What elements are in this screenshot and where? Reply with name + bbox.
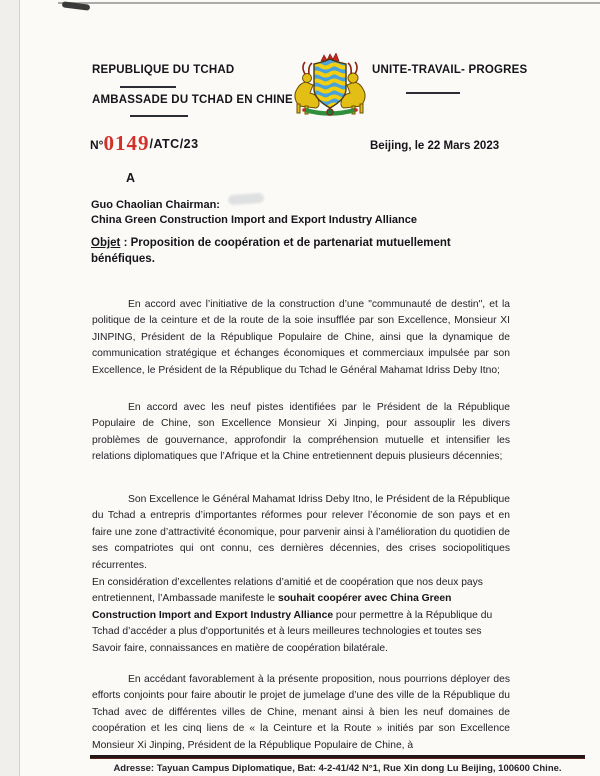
recipient-salutation: A [126,171,136,185]
recipient-block [91,198,521,228]
body-paragraph-2: En accord avec les neuf pistes identifiées par le Président de la République Populaire de Chine, son Excellence Monsieur Xi Jinping, pour assouplir les divers problèmes de gouvernance, approfondir la compréhension mutuelle et intensifier les relations diplomatiques que l’Afrique et la Chine entretiennent depuis plusieurs décennies; [92,402,510,463]
paragraph-4-plain: En considération d’excellentes relations d’amitié et de coopération que nos deux pays entretiennent, l’Ambassade manifeste le [92,577,483,605]
subject-label: Objet [91,237,121,249]
reference-number [90,133,199,153]
reference-suffix: /ATC/23 [149,137,199,151]
letterhead-divider [130,115,188,117]
body-paragraph-5: En accédant favorablement à la présente proposition, nous pourrions déployer des efforts conjoints pour faire aboutir le projet de jumelage d’une des ville de la République du Tchad avec de différentes villes de Chine, menant ainsi à bien les neuf domaines de coopération et les cinq liens de « la Ceinture et la Route » initiés par son Excellence Monsieur Xi Jinping, Président de la République Populaire de Chine, à [92,674,510,751]
letterhead-motto: UNITE-TRAVAIL- PROGRES [372,64,528,76]
reference-prefix: N° [90,138,104,152]
letterhead-country: REPUBLIQUE DU TCHAD [92,64,235,76]
body-paragraph-1: En accord avec l’initiative de la construction d’une "communauté de destin", et la politique de la ceinture et de la route de la soie insufflée par son Excellence, Monsieur XI JINPING, Président de la République Populaire de Chine, ainsi que la dynamique de communication stratégique et échanges économiques et commerciaux impulsée par son Excellence, le Président de la République du Tchad le Général Mahamat Idriss Deby Itno; [92,299,510,376]
body-paragraph-4 [92,575,510,657]
letterhead-divider [120,86,176,88]
recipient-name: Guo Chaolian Chairman: [91,199,220,211]
footer-divider [90,755,585,759]
chad-coat-of-arms-icon [285,53,375,119]
letterhead-divider [406,92,460,94]
body-paragraph-3: Son Excellence le Général Mahamat Idriss Deby Itno, le Président de la République du Tchad a entrepris d’importantes réformes pour relever l’économie de son pays et en faire une zone d’attractivité économique, pour parvenir ainsi à l’amélioration du quotidien de ses compatriotes qui ont connu, ces dernières décennies, des crises sociopolitiques récurrentes. [92,494,510,571]
scan-paper-edge [0,0,20,776]
letterhead-embassy: AMBASSADE DU TCHAD EN CHINE [92,94,293,106]
recipient-organization: China Green Construction Import and Export Industry Alliance [91,214,417,226]
dateline: Beijing, le 22 Mars 2023 [370,140,500,152]
scan-artifact-top-line [58,2,600,4]
reference-number-red: 0149 [103,131,150,155]
subject-line [91,236,503,267]
paragraph-4-bold-alliance: souhait coopérer avec China Green Construction Import and Export Industry Alliance [92,593,452,621]
subject-separator: : [120,237,131,249]
footer-address: Adresse: Tayuan Campus Diplomatique, Bat: 4-2-41/42 N°1, Rue Xin dong Lu Beijing, 100600 Chine. [113,763,562,774]
paragraph-4-plain: pour permettre à la République du Tchad d’accéder a plus d'opportunités et à leurs meilleures technologies et toutes ses Savoir faire, connaissances en matière de coopération bilatérale. [92,609,493,654]
subject-text: Proposition de coopération et de partenariat mutuellement bénéfiques. [91,237,451,265]
